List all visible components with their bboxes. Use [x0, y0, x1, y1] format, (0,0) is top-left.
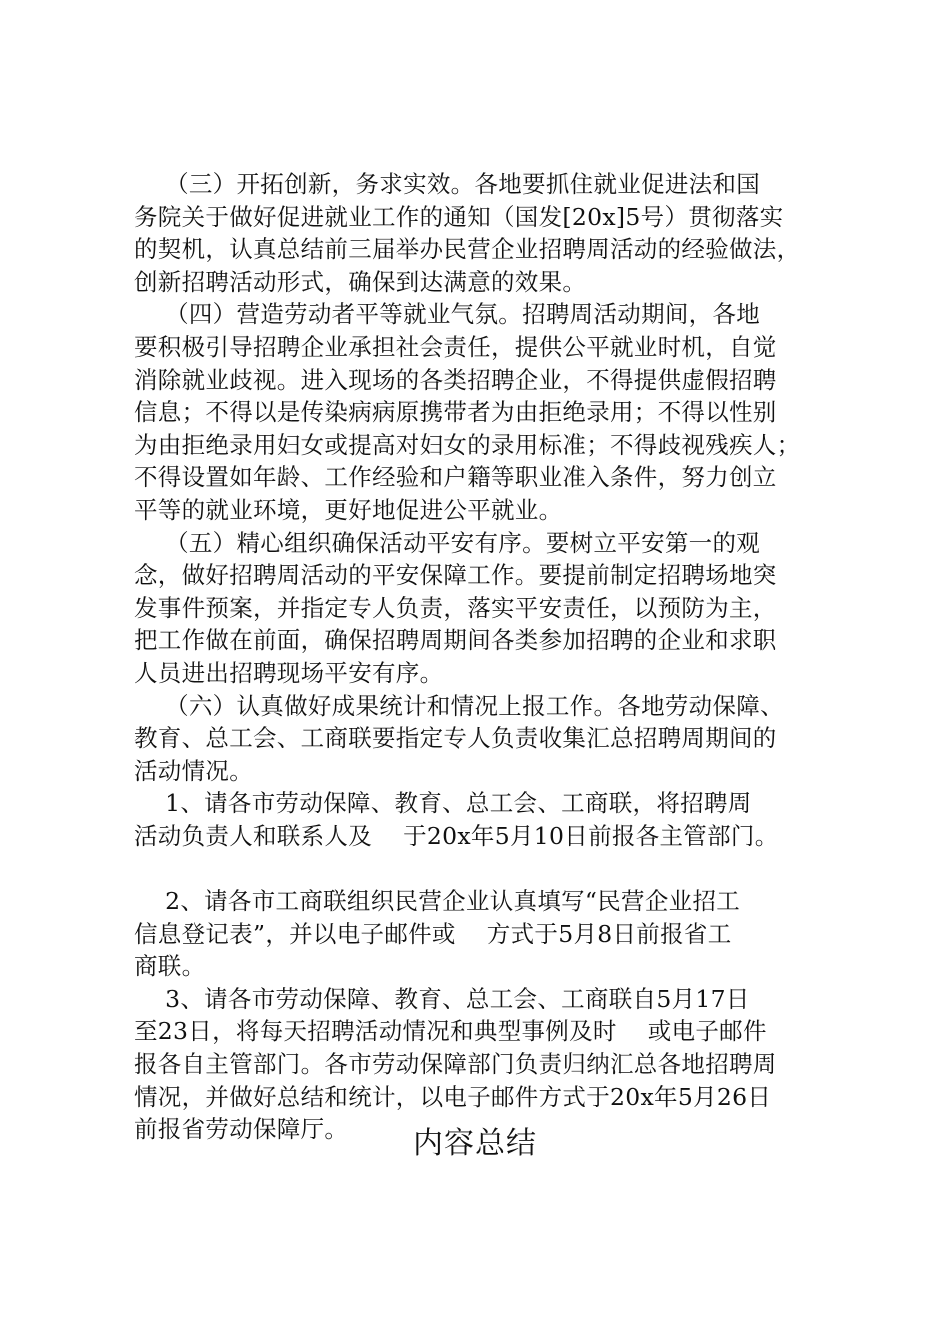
text-line: 人员进出招聘现场平安有序。 — [134, 658, 444, 687]
text-line: 的契机，认真总结前三届举办民营企业招聘周活动的经验做法， — [134, 235, 801, 264]
text-line: （五）精心组织确保活动平安有序。要树立平安第一的观 — [134, 528, 761, 557]
text-line: （六）认真做好成果统计和情况上报工作。各地劳动保障、 — [134, 691, 784, 720]
text-line: 不得设置如年龄、工作经验和户籍等职业准入条件，努力创立 — [134, 463, 777, 492]
blank-line — [134, 852, 834, 885]
text-line: 1、请各市劳动保障、教育、总工会、工商联，将招聘周 — [134, 789, 752, 818]
text-line: 商联。 — [134, 952, 206, 981]
text-line: 念，做好招聘周活动的平安保障工作。要提前制定招聘场地突 — [134, 561, 777, 590]
text-line: 3、请各市劳动保障、教育、总工会、工商联自5月17日 — [134, 984, 750, 1013]
text-line: 至23日，将每天招聘活动情况和典型事例及时 或电子邮件 — [134, 1017, 767, 1046]
text-line: 情况，并做好总结和统计，以电子邮件方式于20x年5月26日 — [134, 1082, 772, 1111]
text-line: 前报省劳动保障厅。 — [134, 1115, 349, 1144]
text-line: 2、请各市工商联组织民营企业认真填写“民营企业招工 — [134, 887, 741, 916]
text-line: 把工作做在前面，确保招聘周期间各类参加招聘的企业和求职 — [134, 626, 777, 655]
text-line: 信息登记表”，并以电子邮件或 方式于5月8日前报省工 — [134, 919, 732, 948]
text-line: 信息；不得以是传染病病原携带者为由拒绝录用；不得以性别 — [134, 398, 777, 427]
text-line: 务院关于做好促进就业工作的通知（国发[20x]5号）贯彻落实 — [134, 202, 784, 231]
text-line: 为由拒绝录用妇女或提高对妇女的录用标准；不得歧视残疾人； — [134, 430, 801, 459]
text-line: 消除就业歧视。进入现场的各类招聘企业，不得提供虚假招聘 — [134, 365, 777, 394]
text-line: 创新招聘活动形式，确保到达满意的效果。 — [134, 267, 587, 296]
text-line: 活动负责人和联系人及 于20x年5月10日前报各主管部门。 — [134, 821, 779, 850]
text-line: 平等的就业环境，更好地促进公平就业。 — [134, 495, 563, 524]
text-line: 发事件预案，并指定专人负责，落实平安责任，以预防为主， — [134, 593, 777, 622]
summary-heading: 内容总结 — [413, 1126, 537, 1161]
text-line: 要积极引导招聘企业承担社会责任，提供公平就业时机，自觉 — [134, 332, 777, 361]
text-line: 教育、总工会、工商联要指定专人负责收集汇总招聘周期间的 — [134, 724, 777, 753]
text-line: （三）开拓创新，务求实效。各地要抓住就业促进法和国 — [134, 170, 761, 198]
text-line: 活动情况。 — [134, 756, 253, 785]
document-body — [134, 168, 834, 1146]
text-line: （四）营造劳动者平等就业气氛。招聘周活动期间，各地 — [134, 300, 761, 329]
text-line: 报各自主管部门。各市劳动保障部门负责归纳汇总各地招聘周 — [134, 1050, 777, 1079]
